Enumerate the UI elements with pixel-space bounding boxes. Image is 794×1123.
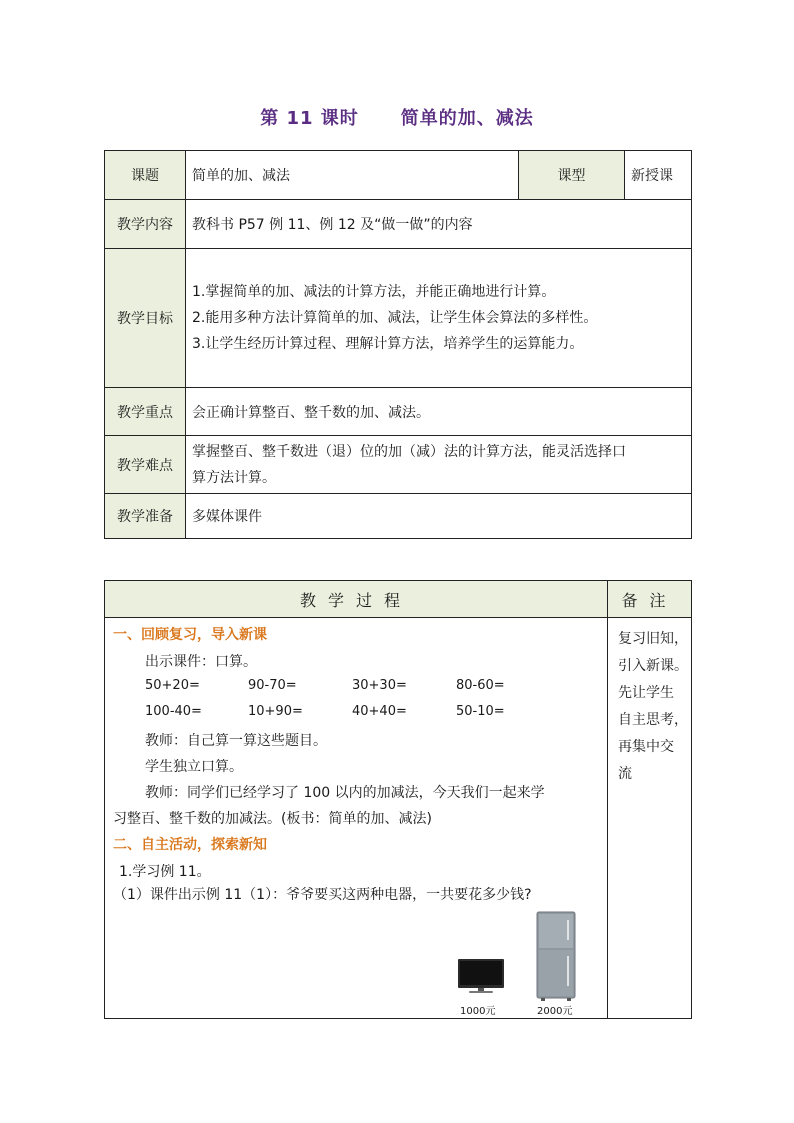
difficulty-value — [186, 436, 692, 494]
content-value: 教科书 P57 例 11、例 12 及“做一做”的内容 — [186, 200, 692, 249]
study-item: 1.学习例 11。 — [119, 864, 211, 880]
prep-label: 教学准备 — [105, 494, 186, 539]
teacher-line: 教师：自己算一算这些题目。 — [145, 733, 327, 749]
lesson-number: 第 11 课时 — [260, 108, 359, 129]
calc-item: 50-10= — [456, 704, 505, 719]
goal-item: 1.掌握简单的加、减法的计算方法，并能正确地进行计算。 — [192, 284, 556, 300]
difficulty-line: 掌握整百、整千数进（退）位的加（减）法的计算方法，能灵活选择口 — [192, 443, 626, 460]
goals-label: 教学目标 — [105, 249, 186, 388]
key-value: 会正确计算整百、整千数的加、减法。 — [186, 388, 692, 436]
difficulty-line: 算方法计算。 — [192, 469, 276, 486]
calc-item: 50+20= — [145, 678, 200, 693]
type-label: 课型 — [519, 151, 625, 200]
student-line: 学生独立口算。 — [145, 759, 243, 775]
topic-value: 简单的加、减法 — [186, 151, 519, 200]
tv-icon — [457, 958, 505, 996]
show-courseware: 出示课件：口算。 — [145, 654, 257, 670]
lesson-info-table — [104, 150, 692, 539]
goal-item: 3.让学生经历计算过程、理解计算方法，培养学生的运算能力。 — [192, 336, 584, 352]
prep-value: 多媒体课件 — [186, 494, 692, 539]
teaching-process-table — [104, 580, 692, 1019]
lesson-topic: 简单的加、减法 — [400, 108, 534, 129]
notes-header: 备注 — [608, 581, 692, 618]
calc-item: 90-70= — [248, 678, 297, 693]
calc-item: 100-40= — [145, 704, 202, 719]
section-heading: 二、自主活动，探索新知 — [113, 837, 267, 853]
example-question: （1）课件出示例 11（1）：爷爷要买这两种电器，一共要花多少钱? — [113, 887, 532, 903]
tv-price: 1000元 — [460, 1006, 496, 1017]
difficulty-label: 教学难点 — [105, 436, 186, 494]
calc-item: 80-60= — [456, 678, 505, 693]
process-header: 教学过程 — [105, 581, 608, 618]
page-title — [0, 104, 794, 130]
fridge-icon — [535, 910, 577, 1002]
fridge-price: 2000元 — [537, 1006, 573, 1017]
goals-list — [186, 249, 692, 388]
type-value: 新授课 — [625, 151, 692, 200]
key-label: 教学重点 — [105, 388, 186, 436]
teacher-line: 教师：同学们已经学习了 100 以内的加减法，今天我们一起来学 — [145, 785, 545, 801]
content-label: 教学内容 — [105, 200, 186, 249]
topic-label: 课题 — [105, 151, 186, 200]
calc-item: 40+40= — [352, 704, 407, 719]
process-body — [105, 618, 608, 1019]
notes-text: 复习旧知， 引入新课。 先让学生 自主思考， 再集中交 流 — [618, 631, 688, 782]
calc-item: 10+90= — [248, 704, 303, 719]
teacher-line-cont: 习整百、整千数的加减法。(板书：简单的加、减法) — [113, 811, 432, 827]
calc-item: 30+30= — [352, 678, 407, 693]
goal-item: 2.能用多种方法计算简单的加、减法，让学生体会算法的多样性。 — [192, 310, 598, 326]
section-heading: 一、回顾复习，导入新课 — [113, 627, 267, 643]
notes-cell — [608, 618, 692, 1019]
